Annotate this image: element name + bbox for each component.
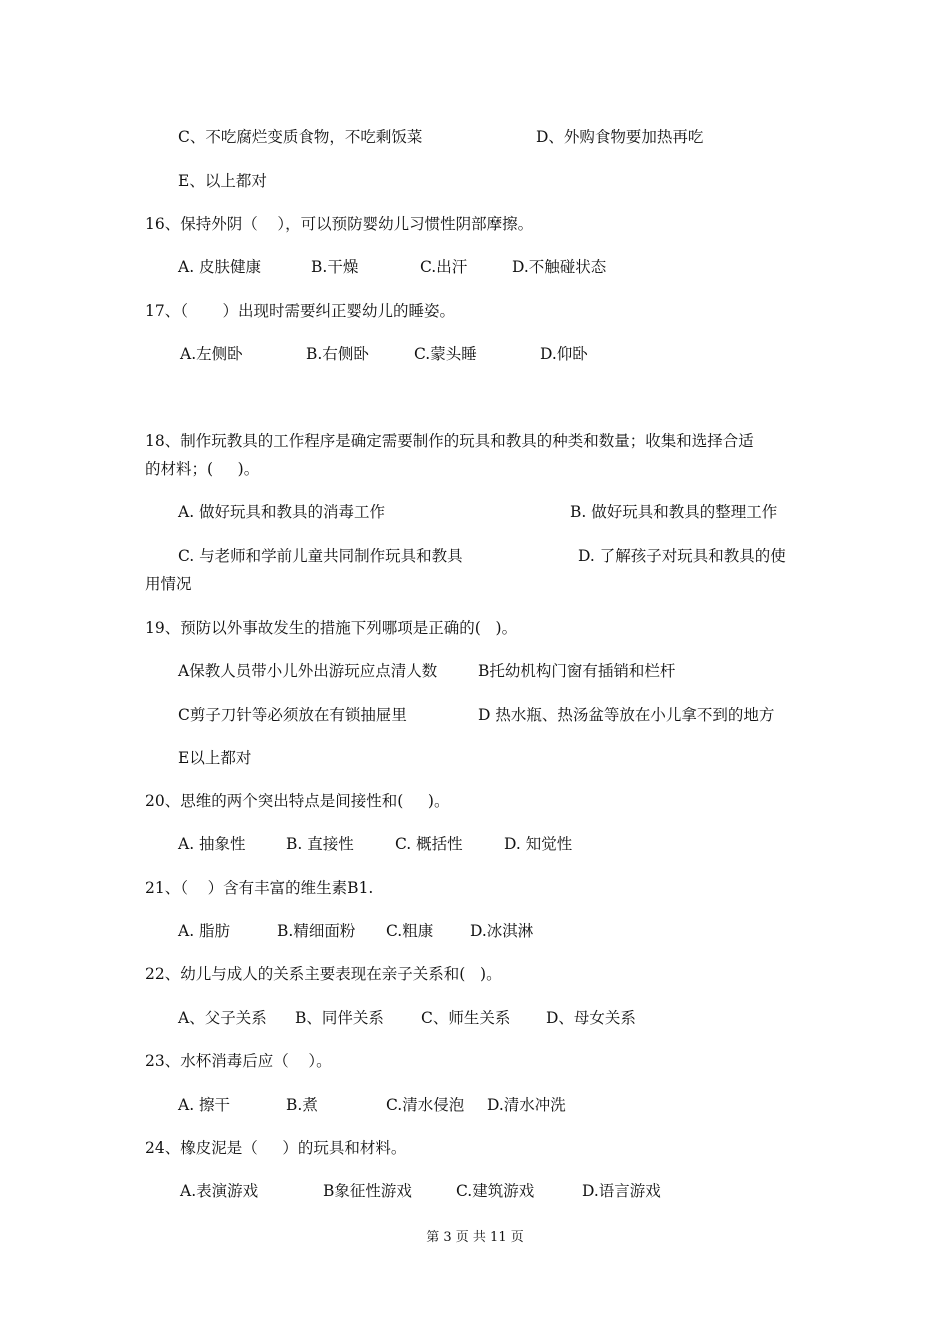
q17-stem: 17、（ ）出现时需要纠正婴幼儿的睡姿。 — [145, 302, 455, 320]
q23-stem: 23、水杯消毒后应（ ）。 — [145, 1052, 332, 1070]
q21-option-c: C.粗康 — [386, 922, 434, 940]
q24-option-a: A.表演游戏 — [180, 1182, 259, 1200]
q15-option-d: D、外购食物要加热再吃 — [536, 128, 704, 146]
q18-stem-line1: 18、制作玩教具的工作程序是确定需要制作的玩具和教具的种类和数量；收集和选择合适 — [145, 432, 754, 450]
q16-option-d: D.不触碰状态 — [512, 258, 607, 276]
q19-option-a: A保教人员带小儿外出游玩应点清人数 — [178, 662, 438, 680]
q18-option-a: A. 做好玩具和教具的消毒工作 — [178, 503, 386, 521]
q15-option-e: E、以上都对 — [178, 172, 267, 190]
q18-option-d-line1: D. 了解孩子对玩具和教具的使 — [578, 547, 786, 565]
q18-option-b: B. 做好玩具和教具的整理工作 — [570, 503, 778, 521]
q22-stem: 22、幼儿与成人的关系主要表现在亲子关系和( )。 — [145, 965, 502, 983]
q22-option-b: B、同伴关系 — [295, 1009, 384, 1027]
q17-option-b: B.右侧卧 — [306, 345, 369, 363]
q20-option-c: C. 概括性 — [395, 835, 463, 853]
q24-option-d: D.语言游戏 — [582, 1182, 661, 1200]
q19-option-d: D 热水瓶、热汤盆等放在小儿拿不到的地方 — [478, 706, 775, 724]
q20-stem: 20、思维的两个突出特点是间接性和( )。 — [145, 792, 450, 810]
q23-option-d: D.清水冲洗 — [487, 1096, 566, 1114]
q22-option-c: C、师生关系 — [421, 1009, 511, 1027]
page-number: 第 3 页 共 11 页 — [426, 1230, 524, 1245]
q21-option-b: B.精细面粉 — [277, 922, 356, 940]
q21-stem: 21、（ ）含有丰富的维生素B1. — [145, 879, 374, 897]
q24-option-c: C.建筑游戏 — [456, 1182, 535, 1200]
q16-option-c: C.出汗 — [420, 258, 468, 276]
q15-option-c: C、不吃腐烂变质食物，不吃剩饭菜 — [178, 128, 423, 146]
q18-stem-line2: 的材料；( )。 — [145, 460, 260, 478]
q16-option-b: B.干燥 — [311, 258, 359, 276]
q17-option-c: C.蒙头睡 — [414, 345, 477, 363]
q19-option-b: B托幼机构门窗有插销和栏杆 — [478, 662, 676, 680]
q17-option-a: A.左侧卧 — [180, 345, 243, 363]
q17-option-d: D.仰卧 — [540, 345, 588, 363]
q24-option-b: B象征性游戏 — [323, 1182, 412, 1200]
q20-option-a: A. 抽象性 — [178, 835, 246, 853]
q18-option-d-line2: 用情况 — [145, 575, 192, 593]
q19-option-e: E以上都对 — [178, 749, 252, 767]
q22-option-d: D、母女关系 — [546, 1009, 636, 1027]
q21-option-a: A. 脂肪 — [178, 922, 231, 940]
q23-option-a: A. 擦干 — [178, 1096, 231, 1114]
q19-stem: 19、预防以外事故发生的措施下列哪项是正确的( )。 — [145, 619, 518, 637]
q20-option-d: D. 知觉性 — [504, 835, 573, 853]
q18-option-c: C. 与老师和学前儿童共同制作玩具和教具 — [178, 547, 463, 565]
q19-option-c: C剪子刀针等必须放在有锁抽屉里 — [178, 706, 407, 724]
q23-option-c: C.清水侵泡 — [386, 1096, 465, 1114]
q16-stem: 16、保持外阴（ ），可以预防婴幼儿习惯性阴部摩擦。 — [145, 215, 534, 233]
q20-option-b: B. 直接性 — [286, 835, 354, 853]
q21-option-d: D.冰淇淋 — [470, 922, 534, 940]
q24-stem: 24、橡皮泥是（ ）的玩具和材料。 — [145, 1139, 407, 1157]
q23-option-b: B.煮 — [286, 1096, 318, 1114]
q22-option-a: A、父子关系 — [178, 1009, 267, 1027]
q16-option-a: A. 皮肤健康 — [178, 258, 262, 276]
